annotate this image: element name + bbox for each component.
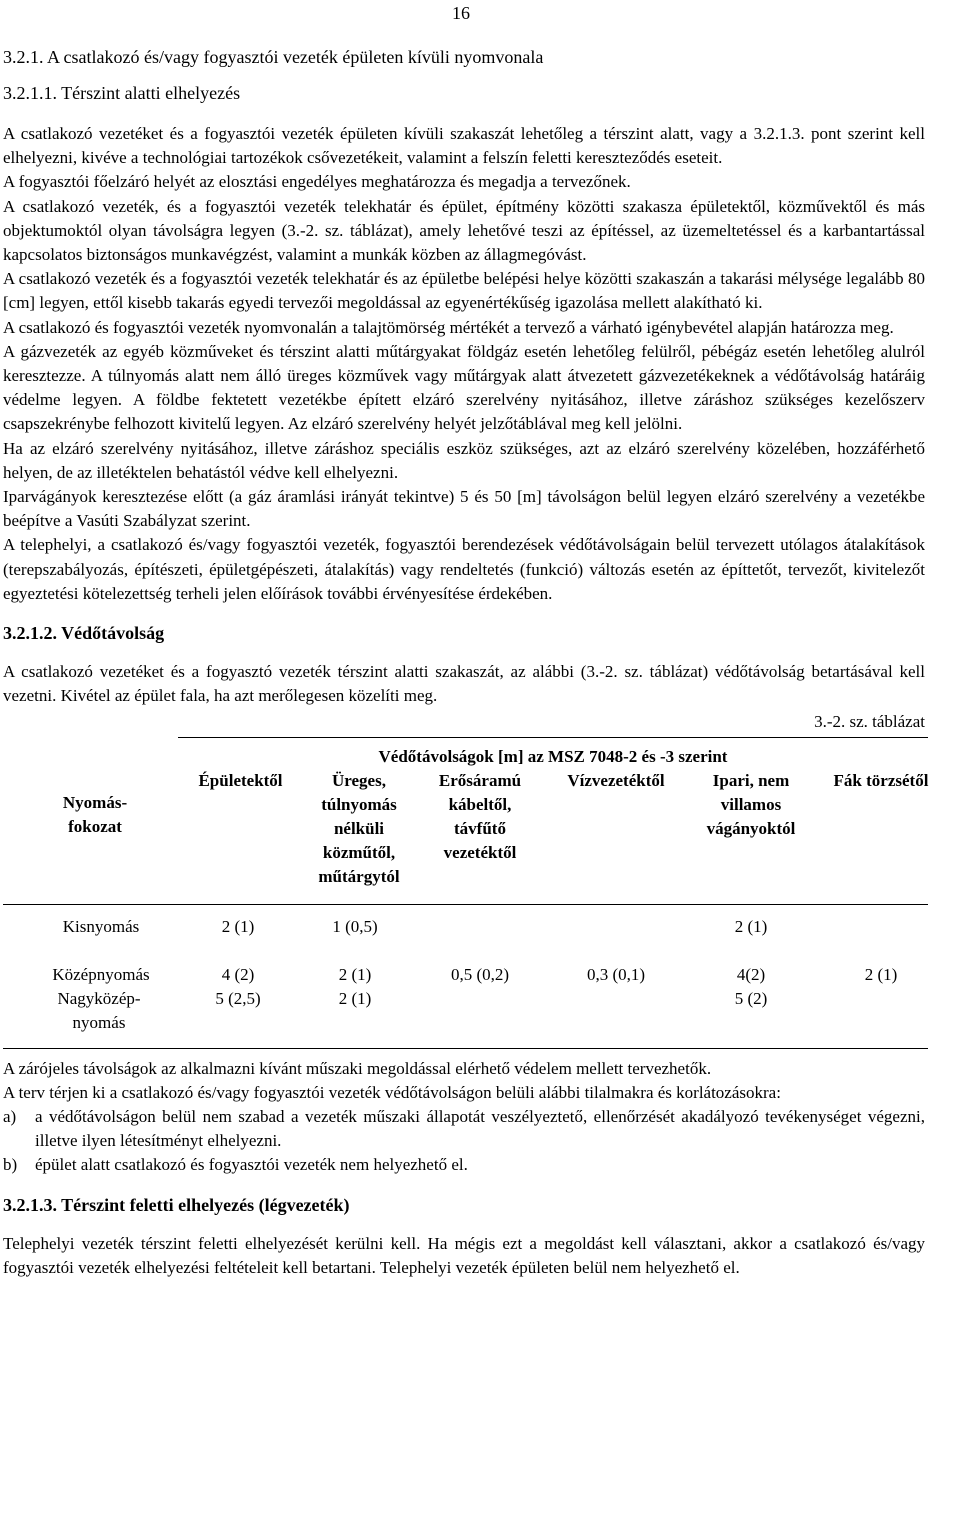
table-col-header: Üreges, túlnyomás nélküli közműtől, műtárgytól xyxy=(318,770,400,886)
heading-3-2-1: 3.2.1. A csatlakozó és/vagy fogyasztói vezeték épületen kívüli nyomvonala xyxy=(3,47,544,67)
table-cell: 1 (0,5) xyxy=(332,916,378,936)
table-col-header: Fák törzsétől xyxy=(833,770,929,790)
heading-3-2-1-1: 3.2.1.1. Térszint alatti elhelyezés xyxy=(3,83,241,103)
table-col-header: Ipari, nem villamos vágányoktól xyxy=(706,770,796,838)
table-cell: 5 (2,5) xyxy=(215,988,261,1008)
table-cell: 4(2) xyxy=(736,964,766,984)
table-group-header: Védőtávolságok [m] az MSZ 7048-2 és -3 szerint xyxy=(378,746,728,766)
protective-distance-table xyxy=(3,737,928,1049)
list-text: a védőtávolságon belül nem szabad a vezeték műszaki állapotát veszélyeztető, ellenőrzését akadályozó tevékenységet végezni, illetve ilyen létesítményt elhelyezni. xyxy=(35,1107,925,1151)
table-cell: 4 (2) xyxy=(221,964,255,984)
table-caption: 3.-2. sz. táblázat xyxy=(814,712,925,732)
table-col-header: Erősáramú kábeltől, távfűtő vezetéktől xyxy=(438,770,522,862)
table-row-label: Középnyomás xyxy=(52,964,150,984)
table-row-label: Nagyközép- nyomás xyxy=(57,988,141,1032)
paragraph: Iparvágányok keresztezése előtt (a gáz áramlási irányát tekintve) 5 és 50 [m] távolságon belül legyen elzáró szerelvény a vezetékbe beépítve a Vasúti Szabályzat szerint. xyxy=(3,487,925,531)
paragraph: A csatlakozó és fogyasztói vezeték nyomvonalán a talajtömörség mértékét a tervező a várható igénybevétel alapján határozza meg. xyxy=(3,317,894,337)
table-row-header: Nyomás- fokozat xyxy=(62,792,128,836)
list-item xyxy=(3,1105,925,1153)
table-header-divider xyxy=(3,904,928,905)
table-merged-cell: 0,5 (0,2) xyxy=(450,964,510,984)
list-item xyxy=(3,1153,925,1177)
table-cell: 2 (1) xyxy=(338,988,372,1008)
paragraph: A fogyasztói főelzáró helyét az elosztási engedélyes meghatározza és megadja a tervezőnek. xyxy=(3,172,631,192)
table-cell: 2 (1) xyxy=(338,964,372,984)
paragraph: A csatlakozó vezeték, és a fogyasztói vezeték telekhatár és épület, építmény közötti szakasza épületektől, közművektől és más objektumoktól olyan távolságra legyen (3.-2. sz. táblázat), amely lehetővé teszi az építéssel, az üzemeltetéssel és a karbantartással kapcsolatos biztonságos munkavégzést, valamint a munkák közben az állagmegóvást. xyxy=(3,196,925,265)
page-content xyxy=(3,45,929,1280)
heading-3-2-1-2: 3.2.1.2. Védőtávolság xyxy=(3,623,165,644)
table-cell: 2 (1) xyxy=(221,916,255,936)
paragraph: Telephelyi vezeték térszint feletti elhelyezését kerülni kell. Ha mégis ezt a megoldást kell választani, akkor a csatlakozó és/vagy fogyasztói vezeték elhelyezési feltételeit kell betartani. Telephelyi vezeték épületen belül nem helyezhető el. xyxy=(3,1233,925,1277)
paragraph: A zárójeles távolságok az alkalmazni kívánt műszaki megoldással elérhető védelem mellett tervezhetők. xyxy=(3,1058,712,1078)
table-bottom-line xyxy=(3,1048,928,1049)
paragraph: Ha az elzáró szerelvény nyitásához, illetve záráshoz speciális eszköz szükséges, azt az elzáró szerelvény közelében, hozzáférhető helyen, de az illetéktelen behatástól védve kell elhelyezni. xyxy=(3,438,925,482)
paragraph: A csatlakozó vezetéket és a fogyasztói vezeték épületen kívüli szakaszát lehetőleg a térszint alatt, vagy a 3.2.1.3. pont szerint kell elhelyezni, kivéve a technológiai tartozékok csővezetékeit, valamint a felszín feletti kereszteződés eseteit. xyxy=(3,124,925,168)
table-cell: 2 (1) xyxy=(734,916,768,936)
heading-3-2-1-3: 3.2.1.3. Térszint feletti elhelyezés (légvezeték) xyxy=(3,1194,350,1215)
table-border-top xyxy=(178,737,928,738)
page-number: 16 xyxy=(452,3,470,23)
paragraph: A csatlakozó vezetéket és a fogyasztó vezeték térszint alatti szakaszát, az alábbi (3.-2. sz. táblázat) védőtávolság betartásával kell vezetni. Kivétel az épület fala, ha azt merőlegesen közelíti meg. xyxy=(3,662,925,706)
list-text: épület alatt csatlakozó és fogyasztói vezeték nem helyezhető el. xyxy=(35,1155,468,1175)
table-merged-cell: 2 (1) xyxy=(864,964,898,984)
table-col-header: Épületektől xyxy=(198,770,283,790)
list-marker: a) xyxy=(3,1107,17,1127)
list-marker: b) xyxy=(3,1155,18,1175)
paragraph: A gázvezeték az egyéb közműveket és térszint alatti műtárgyakat földgáz esetén lehetőleg felülről, pébégáz esetén lehetőleg alulról keresztezze. A túlnyomás alatt nem álló üreges közművek vagy műtárgyak alatt átvezetett gázvezetékeknek a védőtávolság határáig védelme legyen. A földbe fektetett vezetékbe épített elzáró szerelvény nyitásához, illetve záráshoz szükséges kezelőszerv csapszekrénybe felhozott kivitelű legyen. Az elzáró szerelvény helyét jelzőtáblával meg kell jelölni. xyxy=(3,341,925,434)
table-merged-cell: 0,3 (0,1) xyxy=(586,964,646,984)
table-col-header: Vízvezetéktől xyxy=(567,770,665,790)
paragraph: A csatlakozó vezeték és a fogyasztói vezeték telekhatár és az épületbe belépési helye közötti szakaszán a takarási mélysége legalább 80 [cm] legyen, ettől kisebb takarás egyedi tervezői megoldással az egyenértékűség igazolása mellett alakítható ki. xyxy=(3,269,925,313)
table-row-label: Kisnyomás xyxy=(62,916,140,936)
table-cell: 5 (2) xyxy=(734,988,768,1008)
paragraph: A telephelyi, a csatlakozó és/vagy fogyasztói vezeték, fogyasztói berendezések védőtávolságain belül tervezett utólagos átalakítások (terepszabályozás, építészeti, épületgépészeti, átalakítás) vagy rendeltetés (funkció) változás esetén az építtetőt, tervezőt, kivitelezőt egyeztetési kötelezettség terheli jelen előírások további érvényesítése érdekében. xyxy=(3,535,925,603)
paragraph: A terv térjen ki a csatlakozó és/vagy fogyasztói vezeték védőtávolságon belüli alábbi tilalmakra és korlátozásokra: xyxy=(3,1082,781,1102)
